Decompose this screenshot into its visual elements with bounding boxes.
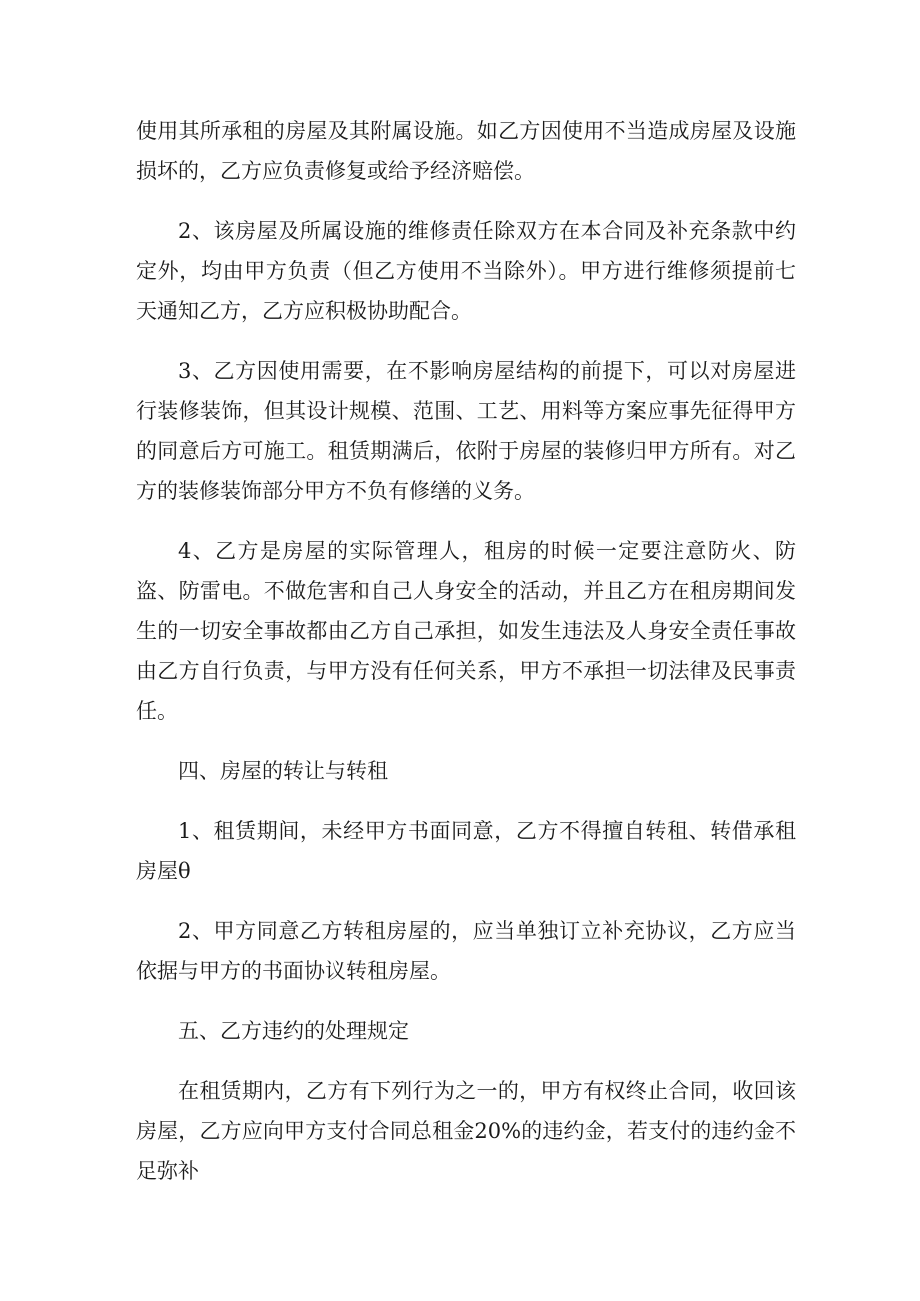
paragraph-transfer-1: 1、租赁期间，未经甲方书面同意，乙方不得擅自转租、转借承租房屋θ (136, 819, 796, 883)
paragraph-clause-2: 2、该房屋及所属设施的维修责任除双方在本合同及补充条款中约定外，均由甲方负责（但乙方使用不当除外）。甲方进行维修须提前七天通知乙方，乙方应积极协助配合。 (136, 219, 796, 323)
section-heading-breach: 五、乙方违约的处理规定 (178, 1019, 409, 1043)
paragraph-transfer-2: 2、甲方同意乙方转租房屋的，应当单独订立补充协议，乙方应当依据与甲方的书面协议转租房屋。 (136, 919, 796, 983)
section-heading-transfer: 四、房屋的转让与转租 (178, 759, 388, 783)
paragraph-clause-3: 3、乙方因使用需要，在不影响房屋结构的前提下，可以对房屋进行装修装饰，但其设计规模、范围、工艺、用料等方案应事先征得甲方的同意后方可施工。租赁期满后，依附于房屋的装修归甲方所有。对乙方的装修装饰部分甲方不负有修缮的义务。 (136, 359, 796, 503)
paragraph-clause-4: 4、乙方是房屋的实际管理人，租房的时候一定要注意防火、防盗、防雷电。不做危害和自己人身安全的活动，并且乙方在租房期间发生的一切安全事故都由乙方自己承担，如发生违法及人身安全责任事故由乙方自行负责，与甲方没有任何关系，甲方不承担一切法律及民事责任。 (136, 539, 796, 723)
document-body (136, 111, 796, 1211)
paragraph-continuation: 使用其所承租的房屋及其附属设施。如乙方因使用不当造成房屋及设施损坏的，乙方应负责修复或给予经济赔偿。 (136, 119, 796, 183)
paragraph-breach-intro: 在租赁期内，乙方有下列行为之一的，甲方有权终止合同，收回该房屋，乙方应向甲方支付合同总租金20%的违约金，若支付的违约金不足弥补 (136, 1079, 796, 1183)
